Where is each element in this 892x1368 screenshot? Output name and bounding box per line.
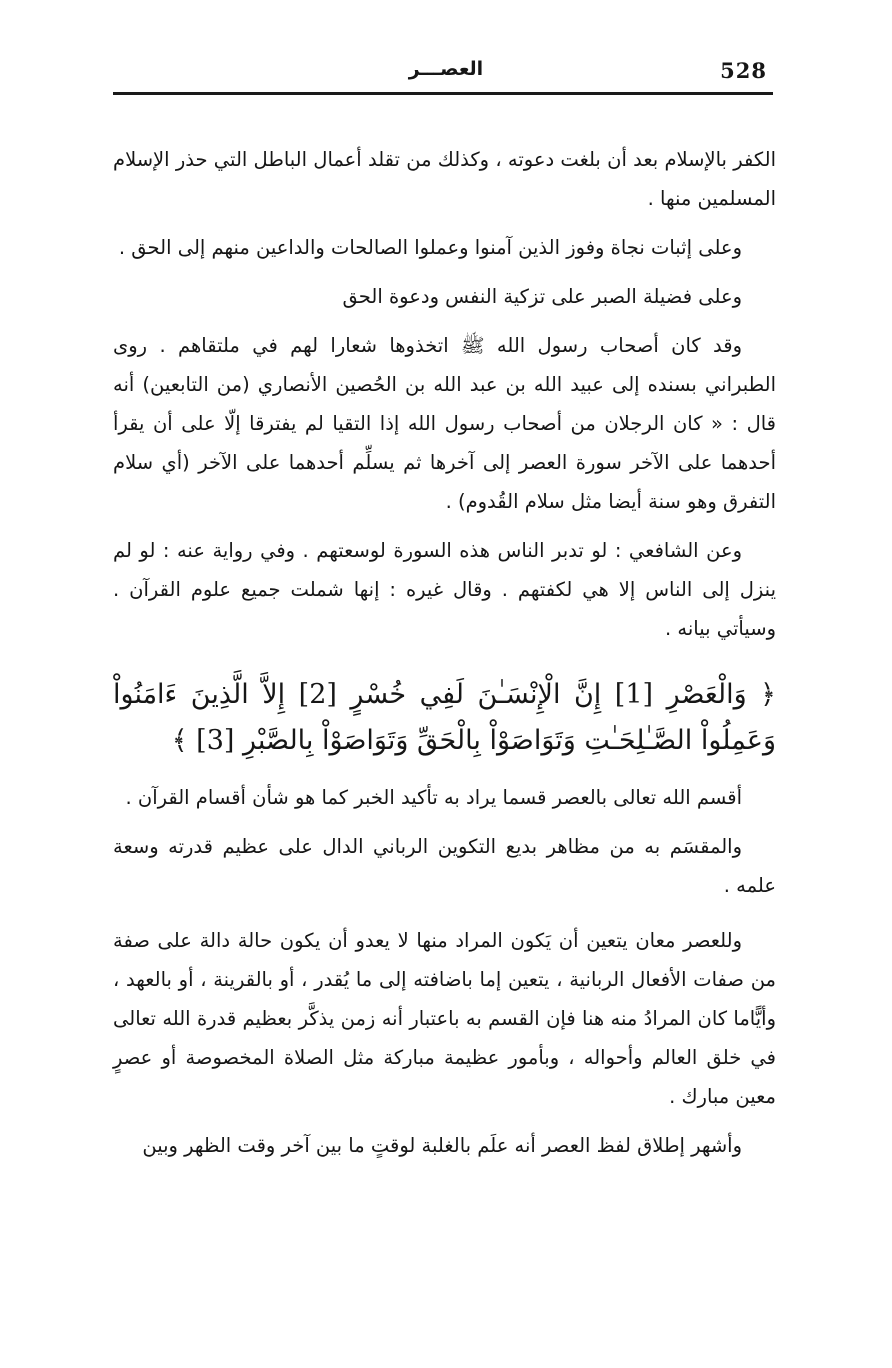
- paragraph-patience: وعلى فضيلة الصبر على تزكية النفس ودعوة الحق: [342, 285, 742, 308]
- paragraph-salvation: وعلى إثبات نجاة وفوز الذين آمنوا وعملوا الصالحات والداعين منهم إلى الحق .: [118, 236, 742, 259]
- paragraph-continuation: الكفر بالإسلام بعد أن بلغت دعوته ، وكذلك من تقلد أعمال الباطل التي حذر الإسلام المسلمين منها .: [113, 148, 776, 210]
- paragraph-shafii: وعن الشافعي : لو تدبر الناس هذه السورة لوسعتهم . وفي رواية عنه : لو لم ينزل إلى الناس إلا هي لكفتهم . وقال غيره : إنها شملت جميع علوم القرآن . وسيأتي بيانه .: [113, 539, 776, 640]
- quran-verse: ﴿ وَالْعَصْرِ [1] إِنَّ الْإِنْسَـٰنَ لَفِي خُسْرٍ [2] إِلاَّ الَّذِينَ ءَامَنُواْ وَعَمِلُواْ الصَّـٰلِحَـٰتِ وَتَوَاصَوْاْ بِالْحَقِّ وَتَوَاصَوْاْ بِالصَّبْرِ [3] ﴾: [113, 679, 777, 756]
- paragraph-muqsam: والمقسَم به من مظاهر بديع التكوين الرباني الدال على عظيم قدرته وسعة علمه .: [113, 835, 776, 897]
- page-number: 528: [720, 58, 767, 83]
- page-header: [113, 56, 773, 95]
- paragraph-oath: أقسم الله تعالى بالعصر قسما يراد به تأكيد الخبر كما هو شأن أقسام القرآن .: [125, 786, 742, 809]
- paragraph-asr-time: وأشهر إطلاق لفظ العصر أنه علَم بالغلبة لوقتٍ ما بين آخر وقت الظهر وبين: [142, 1134, 742, 1157]
- paragraph-meanings: وللعصر معان يتعين أن يَكون المراد منها لا يعدو أن يكون حالة دالة على صفة من صفات الأفعال الربانية ، يتعين إما باضافته إلى ما يُقدر ، أو بالقرينة ، أو بالعهد ، وأيًّاما كان المرادُ منه هنا فإن القسم به باعتبار أنه زمن يذكَّر بعظيم قدرة الله تعالى في خلق العالم وأحواله ، وبأمور عظيمة مباركة مثل الصلاة المخصوصة أو عصرٍ معين مبارك .: [113, 929, 776, 1108]
- page-body: [113, 140, 776, 1175]
- running-title: العصـــر: [408, 58, 484, 80]
- paragraph-companions: وقد كان أصحاب رسول الله ﷺ اتخذوها شعارا لهم في ملتقاهم . روى الطبراني بسنده إلى عبيد الله بن عبد الله بن الحُصين الأنصاري (من التابعين) أنه قال : « كان الرجلان من أصحاب رسول الله إذا التقيا لم يفترقا إلّا على أن يقرأ أحدهما على الآخر سورة العصر إلى آخرها ثم يسلِّم أحدهما على الآخر (أي سلام التفرق وهو سنة أيضا مثل سلام القُدوم) .: [113, 334, 776, 513]
